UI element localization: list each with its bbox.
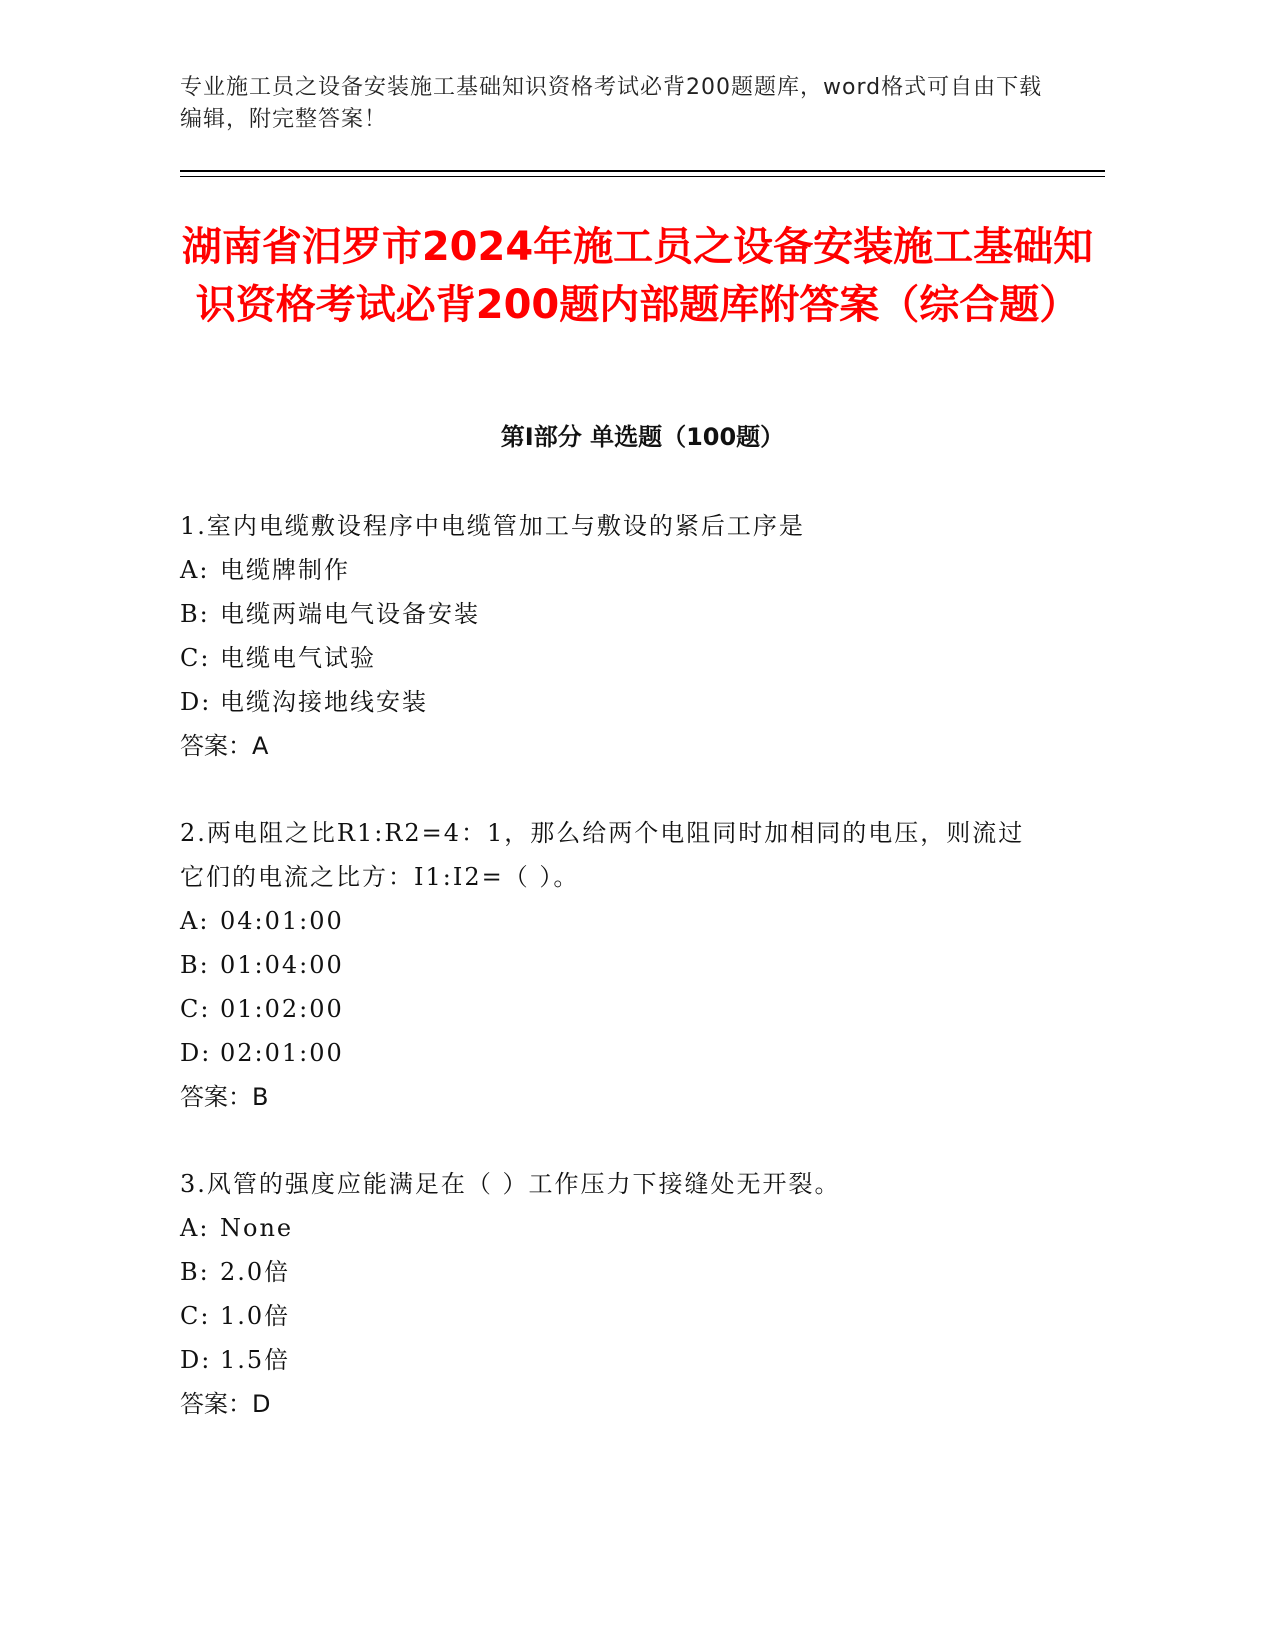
option-text: 电缆电气试验 [220, 644, 376, 672]
question-2 [180, 811, 1040, 1119]
option-a [180, 899, 1040, 943]
option-letter: C: [180, 1302, 211, 1330]
option-letter: D: [180, 1039, 212, 1067]
option-b [180, 1250, 1040, 1294]
question-text: 2.两电阻之比R1:R2=4：1，那么给两个电阻同时加相同的电压，则流过它们的电流之比方：I1:I2=（ ）。 [180, 819, 1025, 891]
option-b [180, 943, 1040, 987]
option-d [180, 680, 1040, 724]
option-c [180, 987, 1040, 1031]
option-text: 2.0倍 [220, 1258, 291, 1286]
answer: 答案：D [180, 1390, 271, 1418]
answer: 答案：B [180, 1083, 269, 1111]
document-title: 湖南省汨罗市2024年施工员之设备安装施工基础知识资格考试必背200题内部题库附答案（综合题） [181, 224, 1094, 328]
option-letter: B: [180, 951, 210, 979]
option-letter: B: [180, 600, 210, 628]
header-rule-thick [180, 170, 1105, 172]
option-a [180, 548, 1040, 592]
question-1 [180, 504, 1040, 768]
option-letter: D: [180, 688, 212, 716]
option-text: 01:04:00 [220, 951, 344, 979]
option-text: 1.5倍 [220, 1346, 291, 1374]
header-note: 专业施工员之设备安装施工基础知识资格考试必背200题题库，word格式可自由下载编辑，附完整答案！ [180, 75, 1043, 132]
option-a [180, 1206, 1040, 1250]
question-list [180, 504, 1040, 1469]
option-letter: C: [180, 644, 211, 672]
option-text: 电缆沟接地线安装 [220, 688, 428, 716]
option-text: None [220, 1214, 294, 1242]
option-text: 1.0倍 [220, 1302, 291, 1330]
option-letter: A: [180, 1214, 210, 1242]
option-d [180, 1031, 1040, 1075]
option-text: 04:01:00 [220, 907, 344, 935]
option-b [180, 592, 1040, 636]
option-letter: A: [180, 907, 210, 935]
header-rule-thin [180, 176, 1105, 177]
option-c [180, 636, 1040, 680]
option-letter: A: [180, 556, 210, 584]
option-text: 电缆牌制作 [220, 556, 350, 584]
option-letter: C: [180, 995, 211, 1023]
option-d [180, 1338, 1040, 1382]
answer: 答案：A [180, 732, 269, 760]
option-text: 02:01:00 [220, 1039, 344, 1067]
option-letter: B: [180, 1258, 210, 1286]
option-text: 电缆两端电气设备安装 [220, 600, 480, 628]
question-3 [180, 1162, 1040, 1426]
section-title: 第Ⅰ部分 单选题（100题） [500, 423, 785, 451]
question-text: 1.室内电缆敷设程序中电缆管加工与敷设的紧后工序是 [180, 512, 805, 540]
option-c [180, 1294, 1040, 1338]
option-text: 01:02:00 [220, 995, 344, 1023]
question-text: 3.风管的强度应能满足在（ ）工作压力下接缝处无开裂。 [180, 1170, 841, 1198]
option-letter: D: [180, 1346, 212, 1374]
